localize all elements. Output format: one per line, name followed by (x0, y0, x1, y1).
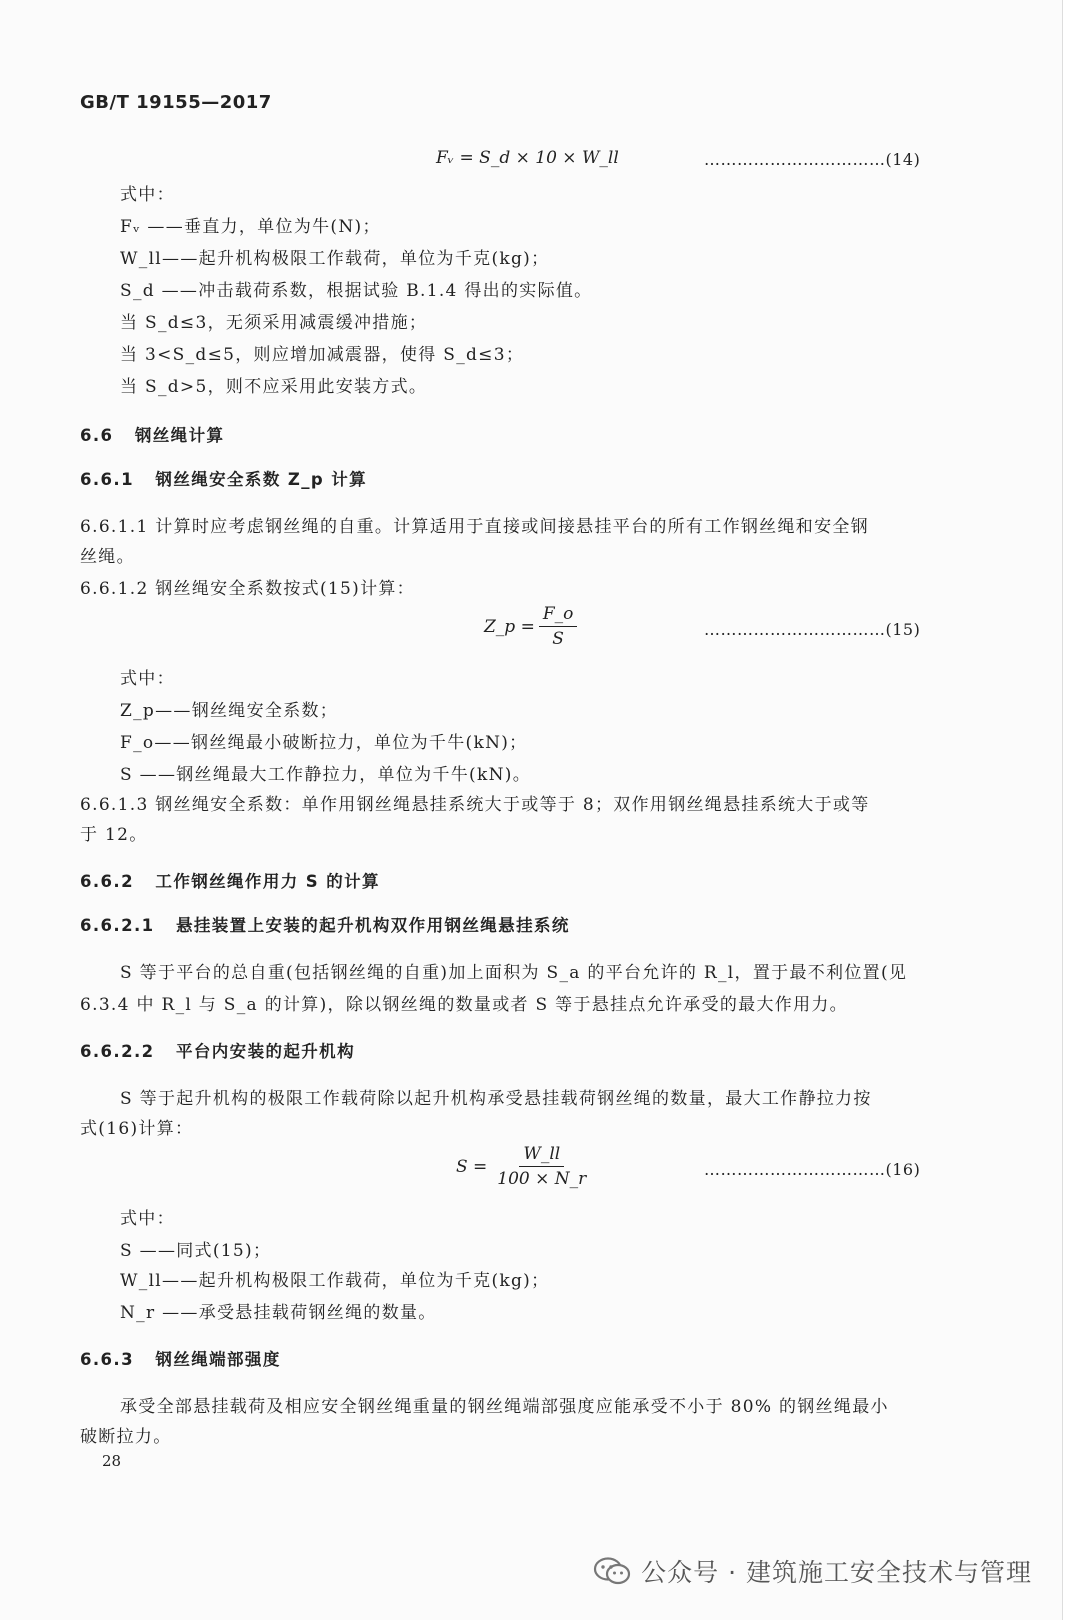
paragraph-6-6-2-1-line2: 6.3.4 中 R_l 与 S_a 的计算)，除以钢丝绳的数量或者 S 等于悬挂点允许承受的最大作用力。 (80, 995, 848, 1015)
paragraph-6-6-2-2-line1: S 等于起升机构的极限工作载荷除以起升机构承受悬挂载荷钢丝绳的数量，最大工作静拉力按 (120, 1089, 872, 1109)
section-title: 平台内安装的起升机构 (175, 1042, 355, 1061)
paragraph-6-6-1-1-line2: 丝绳。 (80, 547, 135, 567)
variable-definition: W_ll——起升机构极限工作载荷，单位为千克(kg)； (120, 249, 550, 269)
fraction-numerator: W_ll (519, 1144, 564, 1167)
section-6-6-1 (80, 466, 367, 490)
paragraph-6-6-3-line2: 破断拉力。 (80, 1427, 172, 1447)
variable-definition: Z_p——钢丝绳安全系数； (120, 701, 339, 721)
fraction-denominator: S (552, 629, 564, 649)
section-number: 6.6 (80, 426, 114, 445)
paragraph-6-6-1-1-line1: 6.6.1.1 计算时应考虑钢丝绳的自重。计算适用于直接或间接悬挂平台的所有工作钢丝绳和安全钢 (80, 517, 869, 537)
wechat-icon (593, 1556, 631, 1586)
equation-16 (456, 1144, 590, 1189)
paragraph-6-6-2-2-line2: 式(16)计算： (80, 1119, 194, 1139)
section-6-6-2-1 (80, 912, 570, 936)
variable-definition: F_o——钢丝绳最小破断拉力，单位为千牛(kN)； (120, 733, 528, 753)
paragraph-6-6-1-3-line1: 6.6.1.3 钢丝绳安全系数：单作用钢丝绳悬挂系统大于或等于 8；双作用钢丝绳悬挂系统大于或等 (80, 795, 870, 815)
fraction (493, 1144, 590, 1189)
condition-line: 当 3<S_d≤5，则应增加减震器，使得 S_d≤3； (120, 345, 525, 365)
paragraph-6-6-1-3-line2: 于 12。 (80, 825, 148, 845)
section-6-6-3 (80, 1346, 281, 1370)
section-6-6-2-2 (80, 1038, 355, 1062)
standard-code: GB/T 19155—2017 (80, 92, 272, 113)
fraction-denominator: 100 × N_r (497, 1169, 587, 1189)
where-label: 式中： (120, 185, 175, 205)
equation-lhs: S = (456, 1156, 488, 1177)
section-number: 6.6.2 (80, 872, 134, 891)
variable-definition: S_d ——冲击载荷系数，根据试验 B.1.4 得出的实际值。 (120, 281, 593, 301)
section-title: 钢丝绳端部强度 (155, 1350, 281, 1369)
equation-14-number: ……………………………(14) (704, 150, 921, 169)
variable-definition: Fᵥ ——垂直力，单位为牛(N)； (120, 217, 381, 237)
section-number: 6.6.2.1 (80, 916, 155, 935)
section-number: 6.6.3 (80, 1350, 134, 1369)
equation-lhs: Z_p = (484, 616, 535, 637)
equation-16-number: ……………………………(16) (704, 1160, 921, 1179)
fraction (539, 604, 578, 649)
equation-14: Fᵥ = S_d × 10 × W_ll (436, 148, 619, 168)
paragraph-6-6-2-1-line1: S 等于平台的总自重(包括钢丝绳的自重)加上面积为 S_a 的平台允许的 R_l，置于最不利位置(见 (120, 963, 908, 983)
section-6-6-2 (80, 868, 380, 892)
condition-line: 当 S_d≤3，无须采用减震缓冲措施； (120, 313, 428, 333)
section-number: 6.6.1 (80, 470, 134, 489)
equation-15 (484, 604, 577, 649)
section-title: 工作钢丝绳作用力 S 的计算 (155, 872, 380, 891)
paragraph-6-6-1-2: 6.6.1.2 钢丝绳安全系数按式(15)计算： (80, 579, 415, 599)
page-number: 28 (102, 1452, 122, 1470)
section-title: 悬挂装置上安装的起升机构双作用钢丝绳悬挂系统 (175, 916, 570, 935)
equation-15-number: ……………………………(15) (704, 620, 921, 639)
watermark (593, 1553, 1032, 1589)
where-label: 式中： (120, 1209, 175, 1229)
watermark-text: 公众号 · 建筑施工安全技术与管理 (641, 1558, 1032, 1587)
condition-line: 当 S_d>5，则不应采用此安装方式。 (120, 377, 428, 397)
section-6-6 (80, 422, 224, 446)
fraction-numerator: F_o (539, 604, 578, 627)
variable-definition: S ——钢丝绳最大工作静拉力，单位为千牛(kN)。 (120, 765, 531, 785)
section-title: 钢丝绳计算 (134, 426, 225, 445)
where-label: 式中： (120, 669, 175, 689)
variable-definition: S ——同式(15)； (120, 1241, 272, 1261)
paragraph-6-6-3-line1: 承受全部悬挂载荷及相应安全钢丝绳重量的钢丝绳端部强度应能承受不小于 80% 的钢丝绳最小 (120, 1397, 889, 1417)
variable-definition: N_r ——承受悬挂载荷钢丝绳的数量。 (120, 1303, 437, 1323)
variable-definition: W_ll——起升机构极限工作载荷，单位为千克(kg)； (120, 1271, 550, 1291)
section-title: 钢丝绳安全系数 Z_p 计算 (155, 470, 368, 489)
section-number: 6.6.2.2 (80, 1042, 155, 1061)
